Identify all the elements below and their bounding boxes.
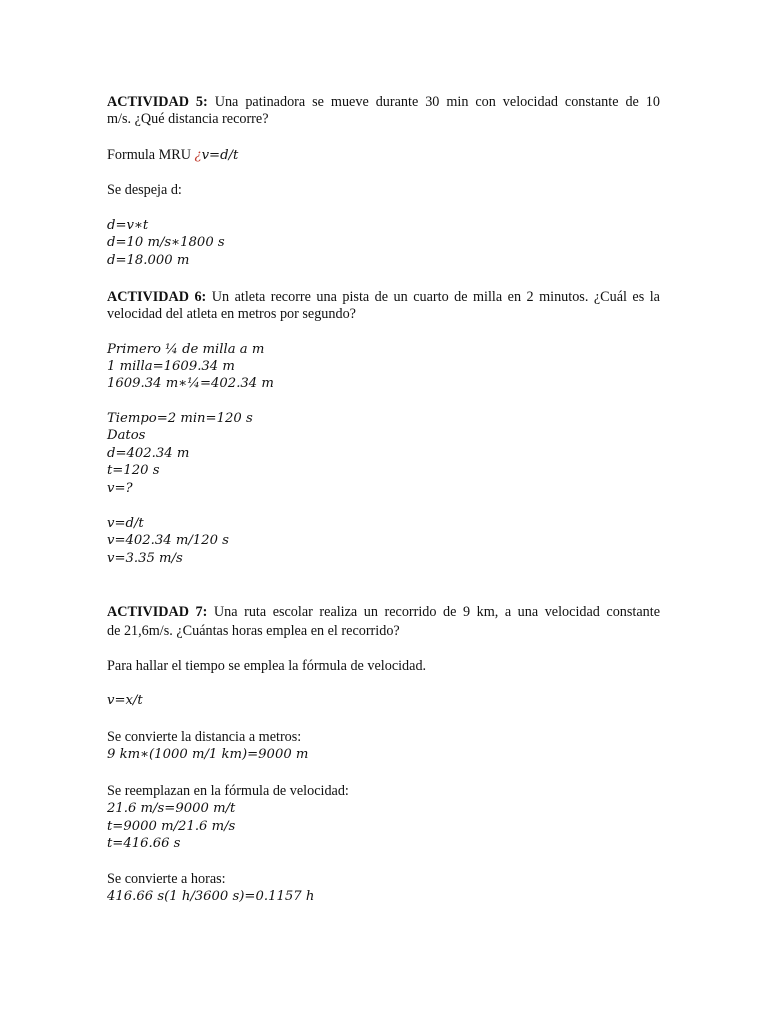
act6-title: ACTIVIDAD 6: [107,289,207,305]
act7-f1: v=x/t [107,693,143,708]
act7-p3: Se reemplazan en la fórmula de velocidad: [107,783,349,799]
act6-m8: v=? [107,481,133,496]
act7-p2: Se convierte la distancia a metros: [107,729,302,745]
act7-text-line1: Una ruta escolar realiza un recorrido de 9 km, a una velocidad constante [207,604,660,620]
act5-eq3: d=18.000 m [107,253,190,268]
act6-statement-line2: velocidad del atleta en metros por segundo? [107,306,356,322]
act7-p4: Se convierte a horas: [107,871,226,887]
act5-formula-line [107,146,238,165]
act7-f4: t=9000 m/21.6 m/s [107,819,236,834]
act6-m3: 1609.34 m∗¼=402.34 m [107,376,274,391]
act5-eq2: d=10 m/s∗1800 s [107,235,225,250]
act7-statement-line2: de 21,6m/s. ¿Cuántas horas emplea en el recorrido? [107,623,400,639]
act6-text-line1: Un atleta recorre una pista de un cuarto de milla en 2 minutos. ¿Cuál es la [206,289,660,305]
act6-m6: d=402.34 m [107,446,190,461]
act5-formula-label: Formula MRU [107,147,195,163]
act6-m10: v=402.34 m/120 s [107,533,229,548]
act5-despeja: Se despeja d: [107,182,182,198]
act7-statement-line1 [107,603,660,621]
act5-formula: v=d/t [201,148,239,163]
act7-f2: 9 km∗(1000 m/1 km)=9000 m [107,747,309,762]
act6-m4: Tiempo=2 min=120 s [107,411,253,426]
act5-text-line1: Una patinadora se mueve durante 30 min con velocidad constante de 10 [207,94,660,110]
act7-title: ACTIVIDAD 7: [107,604,208,620]
act6-m1: Primero ¼ de milla a m [107,342,265,357]
act5-statement-line1 [107,93,660,111]
act6-m11: v=3.35 m/s [107,551,183,566]
act7-p1: Para hallar el tiempo se emplea la fórmula de velocidad. [107,658,427,674]
act6-m9: v=d/t [107,516,144,531]
act5-eq1: d=v∗t [107,218,149,233]
act6-m2: 1 milla=1609.34 m [107,359,235,374]
act7-f5: t=416.66 s [107,836,181,851]
act5-title: ACTIVIDAD 5: [107,94,208,110]
act7-f6: 416.66 s(1 h/3600 s)=0.1157 h [107,889,315,904]
act7-f3: 21.6 m/s=9000 m/t [107,801,236,816]
act5-formula-question-mark: ¿ [194,148,202,163]
act5-statement-line2: m/s. ¿Qué distancia recorre? [107,111,269,127]
act6-m5: Datos [107,428,146,443]
act6-m7: t=120 s [107,463,160,478]
act6-statement-line1 [107,288,660,306]
